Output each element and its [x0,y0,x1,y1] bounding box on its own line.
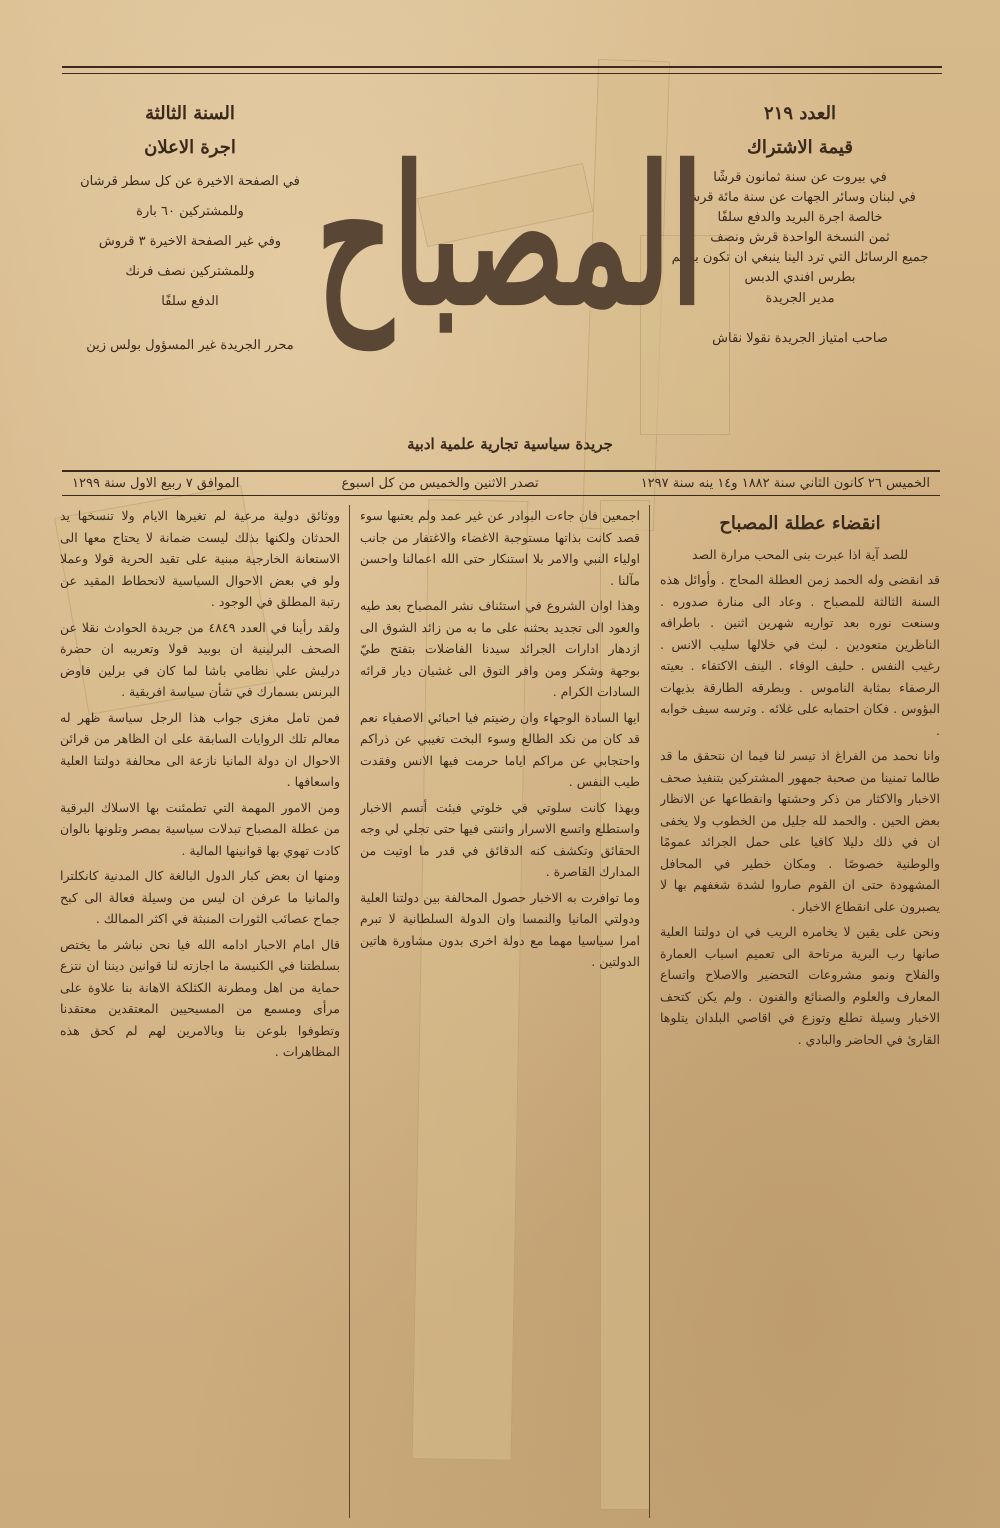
article-paragraph: ايها السادة الوجهاء وان رضيتم فيا احبائي الاصفياء نعم قد كان من نكد الطالع وسوء البخت تغيبي عن ذراكم واحتجابي عن مراكم اياما حرمت فيها الانس وفقدت طيب النفس . [360,709,640,789]
subscription-line: في لبنان وسائر الجهات عن سنة مائة قرش [684,189,916,205]
dateline [62,470,940,496]
issue-number: العدد ٢١٩ [764,103,836,124]
subscription-title: قيمة الاشتراك [747,136,853,158]
article-paragraph: وبهذا كانت سلوتي في خلوتي فبئت أتسم الاخبار واستطلع واتسع الاسرار واتنتى فيها حتى تجلي لي وجه الحقائق وتكشف كنه الدقائق في قدر ما اوتيت من المدارك القاصرة . [360,799,640,879]
masthead [60,80,940,453]
article-columns [62,505,940,1518]
article-verse: للصد آية اذا عبرت بنى المحب مرارة الصد [691,546,909,562]
date-hijri: الموافق ٧ ربيع الاول سنة ١٢٩٩ [72,476,240,491]
subscription-line: جميع الرسائل التي ترد الينا ينبغي ان تكون باسم [671,250,929,266]
article-paragraph: وما توافرت به الاخبار حصول المحالفة بين دولتنا العلية ودولتي المانيا والنمسا وان الدولة السلطانية لا تبرم امرا سياسيا مهما مع دولة اخرى بدون مشاورة هاتين الدولتين . [360,889,640,969]
subscription-line: مدير الجريدة [765,290,835,306]
column-divider [349,505,350,1518]
newspaper-subtitle: جريدة سياسية تجارية علمية ادبية [407,435,613,453]
ads-title: اجرة الاعلان [144,136,236,158]
article-paragraph: ووثائق دولية مرعية لم تغيرها الايام ولا تنسخها يد الحدثان ولكنها بذلك ليست ضمانة لا يحتاج معها الى الاستعانة الخارجية مبنية على تقيد الحرية قولا وعملا ولو في بعض الاحوال السياسية لانحطاط المقيد عن رتبة المطلق في الوجود . [60,508,340,609]
subscription-line: ثمن النسخة الواحدة قرش ونصف [710,230,890,246]
owner-line: صاحب امتياز الجريدة نقولا نقاش [712,330,888,346]
subscription-line: خالصة اجرة البريد والدفع سلفًا [717,210,883,226]
ads-line: وللمشتركين ٦٠ بارة [136,203,244,219]
article-paragraph: ولقد رأينا في العدد ٤٨٤٩ من جريدة الحوادث نقلا عن الصحف البرلينية ان بوبيد قولا وتعريبه ان حضرة درليش علي نظامي باشا لما كان في برلين فاوض البرنس بسمارك في شأن سياسة افريقية . [60,619,340,699]
ads-line: وللمشتركين نصف فرنك [125,264,255,280]
article-paragraph: ومنها ان بعض كبار الدول البالغة كال المدنية كانكلترا والمانيا ما عرفن ان ليس من وسيلة فعالة الى كبح جماح عصائب الثورات المنبثة في اكثر الممالك . [60,868,340,926]
column-right [660,505,940,1518]
column-divider [649,505,650,1518]
date-gregorian: الخميس ٢٦ كانون الثاني سنة ١٨٨٢ و١٤ ينه سنة ١٢٩٧ [640,476,930,491]
article-paragraph: قال امام الاحبار ادامه الله فيا نحن نباشر ما يختص بسلطتنا في الكنيسة ما اجازته لنا قوانين ديننا ان نتزع حماية من اهل ومطرنة الكثلكة الاهانة بنا علاوة على مرأى ومسمع من المسيحيين المعتقدين معتقدنا وتطوفوا بلوعن بنا وبالامرين لهم لم كحق هذه المظاهرات . [60,936,340,1059]
article-paragraph: اجمعين فان جاءت البوادر عن غير عمد ولم يعتبها سوء قصد كانت بذاتها مستوجبة الاغضاء والاغتفار من جانب اولياء النبي والامر بلا استنكار حتى الله اعمالنا واحسن مآلنا . [360,508,640,588]
article-title: انقضاء عطلة المصباح [719,513,881,534]
article-paragraph: قد انقضى وله الحمد زمن العطلة المحاج . وأوائل هذه السنة الثالثة للمصباح . وعاد الى منارة صدوره . وسنعت نوره بعد تواريه شهرين اثنين . باطرافه الناظرين متعودين . لبث في خلالها سليب الانس . رغيب النفس . حليف الوفاء . الينف الاكتفاء . بعيته الرصفاء بمثابة الناموس . وبطرقه الطارقة بذيهات البؤوس . فكان احتمابه على غلائه . وترسه سيف خوابه . [660,572,940,738]
publication-schedule: تصدر الاثنين والخميس من كل اسبوع [341,476,539,491]
article-paragraph: وانا نحمد من الفراغ اذ تيسر لنا فيما ان نتحقق ما قد طالما تمنينا من صحبة جمهور المشتركين بتنفيذ صحف الاخبار والاكثار من ذكر وحشتها وانقطاعها عن الانظار بعض الحين . والحمد لله جليل من الخطوب ولا يخفى ان في ذلك دليلا كافيا على حمل الجرائد عمومًا والوطنية خصوصًا . ومكان خطير في المحافل المشهودة حتى ان القوم صاروا لشدة شغفهم بها لا يصبرون على انقطاع الاخبار . [660,748,940,914]
article-paragraph: فمن تامل مغزى جواب هذا الرجل سياسة ظهر له معالم تلك الروايات السابقة على ان الظاهر من قرائن الاحوال ان دولة المانيا نازعة الى محالفة دولتنا العلية واسعافها . [60,709,340,789]
newspaper-logo: المصباح [316,123,704,347]
ads-line: الدفع سلفًا [161,294,219,310]
ads-line: في الصفحة الاخيرة عن كل سطر قرشان [80,173,300,189]
article-paragraph: ومن الامور المهمة التي تطمئنت بها الاسلاك البرقية من عطلة المصباح تبدلات سياسية بمصر وتلونها بالوان كادت تهوي بها قوانينها المالية . [60,799,340,858]
article-paragraph: وهذا اوان الشروع في استئناف نشر المصباح بعد طيه والعود الى تجديد بحثنه على ما به من زائد الشوق الى ازدهار ادارات الجرائد سيدنا الفاضلات بتفتح طيّ بوجهة وشكر ومن وافر التوق الى غشيان ديار قرائه السادات الكرام . [360,598,640,699]
column-middle [360,505,640,1518]
subscription-line: بطرس افندي الدبس [744,270,856,286]
article-paragraph: ونحن على يقين لا يخامره الريب في ان دولتنا العلية صانها رب البرية مرتاحة الى تعميم اسباب العمارة والفلاح ونمو مشروعات التحضير والاصلاح واتساع المعارف والعلوم والصنائع والفنون . ولم يكن كتحف الاخبار وسيلة تطلع وتوزع في اقاصي البلدان يتلوها القارئ في الحاضر والبادي . [660,924,940,1047]
ads-line: وفي غير الصفحة الاخيرة ٣ قروش [98,234,282,250]
subscription-info [670,100,930,349]
editor-line: محرر الجريدة غير المسؤول بولس زين [86,338,294,354]
column-left [60,505,340,1518]
subscription-line: في بيروت عن سنة ثمانون قرشًا [713,169,887,185]
advertising-info [60,100,320,367]
year-label: السنة الثالثة [145,103,235,124]
